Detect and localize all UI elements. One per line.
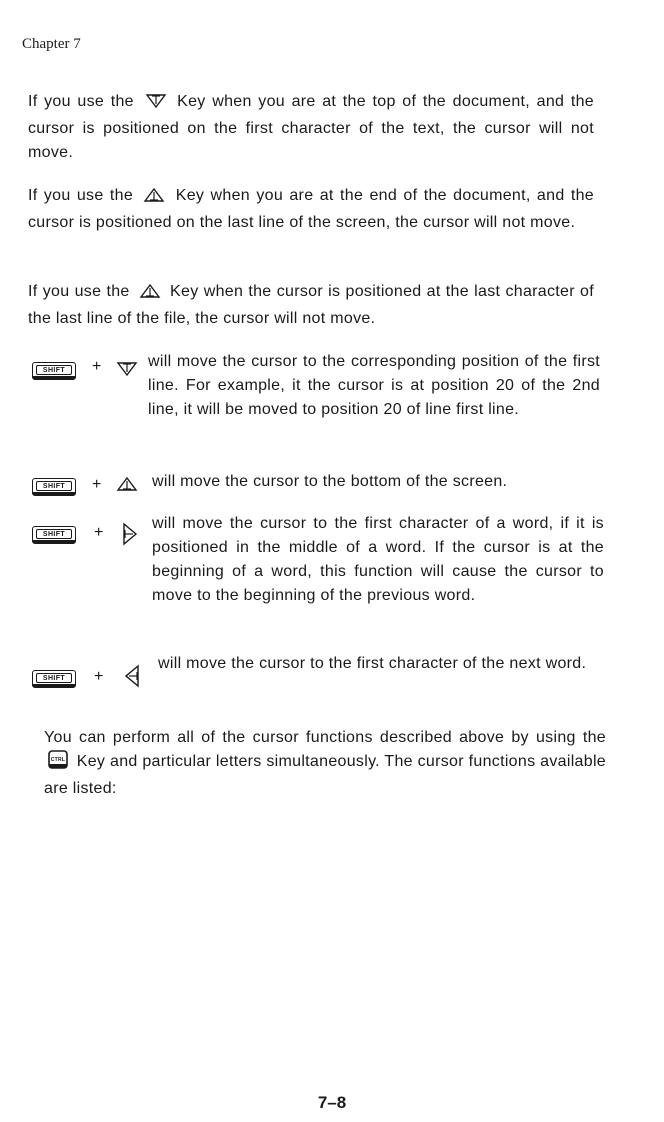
paragraph-text-end: Key when the cursor is positioned at the last character of the last line of the file, the cursor will not move. xyxy=(28,283,594,327)
shift-key-icon: SHIFT xyxy=(32,362,76,380)
plus-sign: + xyxy=(92,476,102,493)
plus-sign: + xyxy=(94,668,104,685)
paragraph-text-end: Key and particular letters simultaneously. The cursor functions available are listed: xyxy=(44,753,606,797)
svg-text:CTRL: CTRL xyxy=(50,757,66,763)
key-combo-shift-left xyxy=(32,650,602,704)
paragraph-text-start: If you use the xyxy=(28,93,134,110)
plus-sign: + xyxy=(94,524,104,541)
key-combo-shift-down xyxy=(32,350,602,450)
chapter-header: Chapter 7 xyxy=(22,36,81,52)
paragraph-text-end: Key when you are at the top of the document, and the cursor is positioned on the first character of the text, the cursor will not move. xyxy=(28,93,594,161)
shift-key-icon: SHIFT xyxy=(32,526,76,544)
page-number: 7–8 xyxy=(317,1093,347,1112)
down-arrow-icon xyxy=(116,361,138,382)
key-combo-shift-up xyxy=(32,466,602,496)
key-combo-description: will move the cursor to the first character of a word, if it is positioned in the middle of a word. If the cursor is at the beginning of a word, this function will cause the cursor to move to the beginning of the previous word. xyxy=(152,515,604,604)
paragraph-end-of-document xyxy=(28,184,594,235)
key-combo-description: will move the cursor to the corresponding position of the first line. For example, it the cursor is at position 20 of the 2nd line, it will be moved to position 20 of line first line. xyxy=(148,353,600,418)
paragraph-text-end: Key when you are at the end of the document, and the cursor is positioned on the last line of the screen, the cursor will not move. xyxy=(28,187,594,231)
key-combo-description: will move the cursor to the bottom of the screen. xyxy=(152,473,508,490)
key-combo-shift-right xyxy=(32,510,602,634)
plus-sign: + xyxy=(92,358,102,375)
paragraph-end-of-file xyxy=(28,280,594,331)
right-arrow-icon xyxy=(122,522,138,551)
paragraph-top-of-document xyxy=(28,90,594,165)
paragraph-text-start: You can perform all of the cursor functions described above by using the xyxy=(44,729,606,746)
up-arrow-icon xyxy=(116,476,138,497)
paragraph-text-start: If you use the xyxy=(28,187,134,204)
shift-key-icon: SHIFT xyxy=(32,670,76,688)
up-arrow-icon xyxy=(139,283,161,307)
left-arrow-icon xyxy=(124,664,140,693)
key-combo-description: will move the cursor to the first character of the next word. xyxy=(158,655,587,672)
up-arrow-icon xyxy=(143,187,165,211)
ctrl-key-icon xyxy=(48,750,68,777)
down-arrow-icon xyxy=(145,93,167,117)
paragraph-ctrl-functions xyxy=(44,726,606,801)
paragraph-text-start: If you use the xyxy=(28,283,130,300)
shift-key-icon: SHIFT xyxy=(32,478,76,496)
